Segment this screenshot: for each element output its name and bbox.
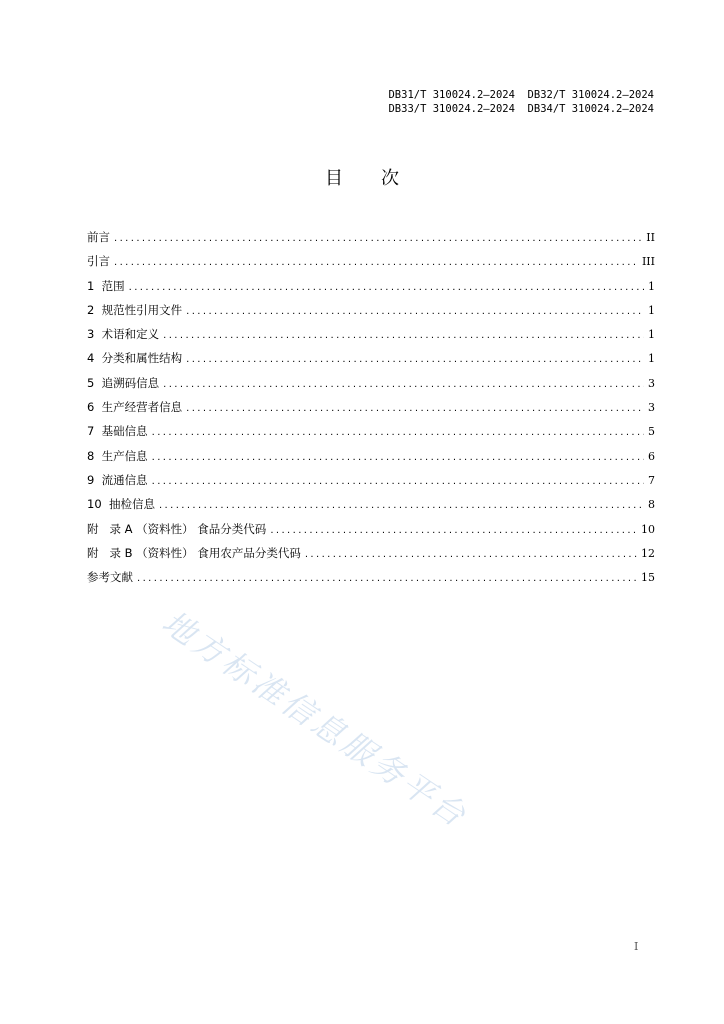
toc-leader-dots — [305, 549, 637, 560]
toc-leader-dots — [114, 257, 638, 268]
toc-entry-page: III — [641, 255, 655, 269]
toc-entry-label: 附 录 A （资料性） 食品分类代码 — [87, 521, 267, 536]
toc-leader-dots — [137, 573, 637, 584]
toc-leader-dots — [163, 379, 644, 390]
toc-entry-appendix-a[interactable] — [87, 521, 655, 545]
standard-code-header — [388, 88, 654, 116]
toc-entry-page: 3 — [648, 376, 655, 390]
toc-entry-classification[interactable] — [87, 350, 655, 374]
toc-entry-bibliography[interactable] — [87, 569, 655, 593]
toc-entry-circulation-info[interactable] — [87, 472, 655, 496]
toc-leader-dots — [270, 525, 637, 536]
toc-entry-number: 2 — [87, 302, 102, 317]
toc-leader-dots — [114, 233, 642, 244]
toc-entry-normative-references[interactable] — [87, 302, 655, 326]
toc-entry-number: 4 — [87, 351, 102, 366]
toc-entry-page: 1 — [648, 303, 655, 317]
page-number: I — [634, 940, 639, 953]
toc-entry-page: 1 — [648, 328, 655, 342]
toc-entry-number: 5 — [87, 375, 102, 390]
toc-entry-introduction[interactable] — [87, 253, 655, 277]
standard-codes-line-1: DB31/T 310024.2—2024 DB32/T 310024.2—2024 — [388, 89, 654, 101]
toc-entry-page: 8 — [648, 498, 655, 512]
toc-entry-page: 6 — [648, 449, 655, 463]
toc-entry-number: 10 — [87, 497, 109, 512]
standard-codes-line-2: DB33/T 310024.2—2024 DB34/T 310024.2—2024 — [388, 103, 654, 115]
toc-entry-label: 规范性引用文件 — [101, 302, 183, 317]
toc-entry-scope[interactable] — [87, 278, 655, 302]
toc-entry-label: 附 录 B （资料性） 食用农产品分类代码 — [87, 545, 301, 560]
toc-leader-dots — [129, 282, 644, 293]
toc-leader-dots — [152, 452, 644, 463]
toc-leader-dots — [152, 427, 644, 438]
toc-entry-number: 7 — [87, 424, 102, 439]
toc-entry-page: 10 — [641, 522, 655, 536]
toc-entry-page: 3 — [648, 401, 655, 415]
toc-entry-number: 6 — [87, 400, 102, 415]
toc-entry-number: 9 — [87, 472, 102, 487]
toc-entry-inspection-info[interactable] — [87, 496, 655, 520]
toc-leader-dots — [186, 354, 644, 365]
toc-entry-page: 5 — [648, 425, 655, 439]
toc-entry-page: 1 — [648, 279, 655, 293]
toc-entry-basic-info[interactable] — [87, 423, 655, 447]
page-title: 目次 — [325, 168, 437, 189]
toc-entry-label: 分类和属性结构 — [101, 351, 183, 366]
toc-leader-dots — [186, 306, 644, 317]
toc-entry-number: 8 — [87, 448, 102, 463]
toc-entry-page: 7 — [648, 473, 655, 487]
toc-entry-label: 抽检信息 — [108, 497, 155, 512]
toc-entry-label: 基础信息 — [101, 424, 148, 439]
toc-leader-dots — [159, 500, 644, 511]
watermark: 地方标准信息服务平台 — [155, 602, 476, 836]
toc-entry-label: 生产经营者信息 — [101, 400, 183, 415]
table-of-contents — [87, 229, 655, 593]
toc-entry-label: 参考文献 — [87, 570, 133, 585]
toc-entry-number: 3 — [87, 327, 102, 342]
toc-entry-terms-definitions[interactable] — [87, 326, 655, 350]
toc-entry-page: II — [646, 231, 655, 244]
toc-entry-production-info[interactable] — [87, 448, 655, 472]
toc-entry-label: 引言 — [87, 254, 110, 269]
toc-entry-label: 追溯码信息 — [101, 375, 160, 390]
toc-entry-page: 12 — [641, 546, 655, 560]
toc-leader-dots — [152, 476, 644, 487]
toc-entry-appendix-b[interactable] — [87, 545, 655, 569]
toc-entry-trace-code[interactable] — [87, 375, 655, 399]
toc-entry-operator-info[interactable] — [87, 399, 655, 423]
toc-entry-page: 15 — [641, 571, 655, 585]
toc-entry-label: 生产信息 — [101, 448, 148, 463]
toc-entry-label: 流通信息 — [101, 472, 148, 487]
toc-entry-page: 1 — [648, 352, 655, 366]
toc-leader-dots — [163, 330, 644, 341]
toc-entry-label: 范围 — [101, 278, 125, 293]
toc-entry-foreword[interactable] — [87, 229, 655, 253]
toc-entry-label: 术语和定义 — [101, 327, 160, 342]
toc-leader-dots — [186, 403, 644, 414]
toc-entry-label: 前言 — [87, 230, 110, 244]
toc-entry-number: 1 — [87, 278, 102, 293]
